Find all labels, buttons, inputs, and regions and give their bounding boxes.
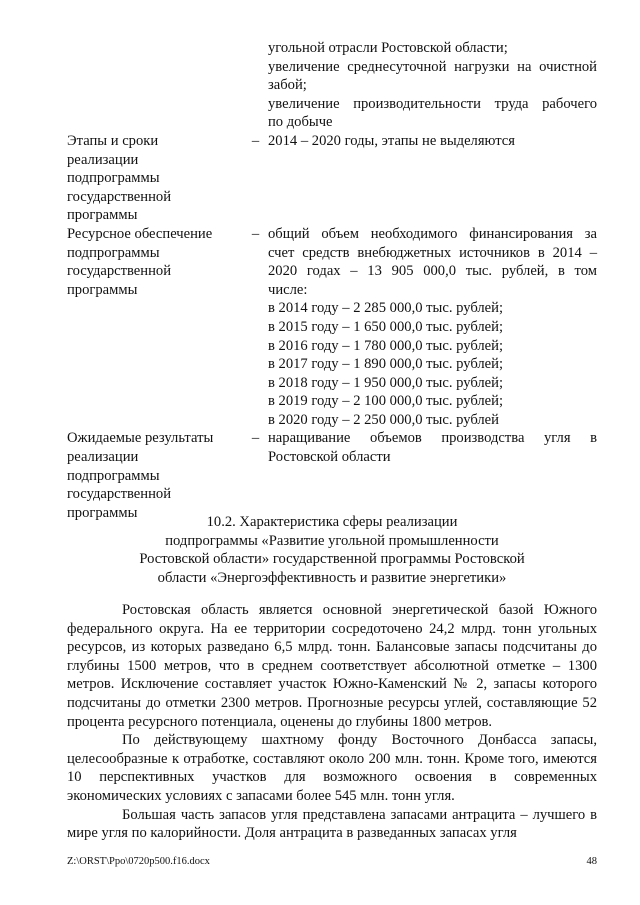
passport-label-line: программы: [67, 207, 138, 224]
body-paragraph: По действующему шахтному фонду Восточного Донбасса запасы, целесообразные к отработке, составляют около 200 млн. тонн. Кроме того, имеются 10 перспективных участков для возможного освоения в современных экономических условиях с запасами более 545 млн. тонн угля.: [67, 732, 597, 804]
passport-text-line: числе:: [268, 281, 308, 298]
passport-label-line: Ожидаемые результаты: [67, 430, 214, 447]
passport-label-line: подпрограммы: [67, 244, 160, 261]
passport-text-line: по добыче: [268, 114, 333, 131]
passport-label-line: программы: [67, 281, 138, 298]
passport-row-dash: –: [251, 225, 260, 242]
passport-text-line: в 2014 году – 2 285 000,0 тыс. рублей;: [268, 300, 504, 317]
passport-label-line: Ресурсное обеспечение: [67, 225, 213, 242]
passport-text-line: 2014 – 2020 годы, этапы не выделяются: [268, 132, 515, 149]
passport-label-line: программы: [67, 504, 138, 521]
passport-label-line: реализации: [67, 151, 139, 168]
section-heading-line: подпрограммы «Развитие угольной промышленности: [165, 532, 499, 549]
passport-row-results: [67, 429, 597, 522]
passport-text-line: в 2017 году – 1 890 000,0 тыс. рублей;: [268, 356, 504, 373]
passport-label-line: государственной: [67, 188, 172, 205]
body-paragraph: Большая часть запасов угля представлена запасами антрацита – лучшего в мире угля по калорийности. Доля антрацита в разведанных запасах угля: [67, 806, 597, 842]
section-heading-line: области «Энергоэффективность и развитие энергетики»: [157, 569, 507, 586]
passport-label-line: государственной: [67, 263, 172, 280]
passport-text-line: в 2018 году – 1 950 000,0 тыс. рублей;: [268, 374, 504, 391]
passport-label-line: государственной: [67, 486, 172, 503]
passport-text-line: в 2016 году – 1 780 000,0 тыс. рублей;: [268, 337, 504, 354]
passport-label-line: реализации: [67, 449, 139, 466]
passport-row-stages: [67, 132, 597, 225]
passport-row-text: [268, 132, 597, 151]
passport-text-line: в 2020 году – 2 250 000,0 тыс. рублей: [268, 411, 499, 428]
section-heading-line: Ростовской области» государственной программы Ростовской: [139, 551, 525, 568]
page-number: 48: [586, 856, 597, 867]
subprogram-passport-table: [67, 39, 597, 522]
passport-row-continuation: [67, 39, 597, 132]
section-heading-line: 10.2. Характеристика сферы реализации: [206, 514, 458, 530]
passport-row-resources: [67, 225, 597, 430]
passport-text-line: в 2019 году – 2 100 000,0 тыс. рублей;: [268, 393, 504, 410]
passport-label-line: Этапы и сроки: [67, 132, 159, 149]
passport-row-label: [67, 429, 243, 522]
footer-file-path: Z:\ORST\Ppo\0720p500.f16.docx: [67, 856, 210, 867]
passport-text-line: счет средств внебюджетных источников в 2014 –: [268, 244, 597, 261]
page-footer: [67, 855, 597, 868]
passport-row-dash: –: [251, 132, 260, 149]
passport-row-label: [67, 132, 243, 225]
passport-row-text: [268, 39, 597, 132]
section-heading: [67, 513, 597, 587]
passport-row-text: [268, 429, 597, 466]
passport-text-line: наращивание объемов производства угля в: [268, 430, 597, 447]
passport-row-label: [67, 225, 243, 299]
passport-text-line: 2020 годах – 13 905 000,0 тыс. рублей, в том: [268, 263, 597, 280]
body-text: [67, 601, 597, 843]
passport-text-line: забой;: [268, 77, 307, 94]
passport-label-line: подпрограммы: [67, 170, 160, 187]
passport-row-text: [268, 225, 597, 430]
passport-text-line: Ростовской области: [268, 449, 391, 466]
passport-label-line: подпрограммы: [67, 467, 160, 484]
passport-text-line: увеличение среднесуточной нагрузки на очистной: [268, 58, 597, 75]
passport-row-dash: –: [251, 430, 260, 447]
passport-text-line: увеличение производительности труда рабочего: [268, 95, 597, 112]
passport-text-line: в 2015 году – 1 650 000,0 тыс. рублей;: [268, 318, 504, 335]
body-paragraph: Ростовская область является основной энергетической базой Южного федерального округа. На ее территории сосредоточено 24,2 млрд. тонн угольных ресурсов, из которых разведано 6,5 млрд. тонн. Балансовые запасы подсчитаны до глубины 1500 метров, что в среднем соответствует абсолютной отметке – 1300 метров. Исключение составляет участок Южно-Каменский № 2, запасы которого подсчитаны до отметки 2300 метров. Прогнозные ресурсы углей, составляющие 52 процента ресурсного потенциала, оценены до глубины 1800 метров.: [67, 602, 597, 730]
passport-text-line: угольной отрасли Ростовской области;: [268, 40, 508, 56]
passport-text-line: общий объем необходимого финансирования за: [268, 225, 597, 242]
